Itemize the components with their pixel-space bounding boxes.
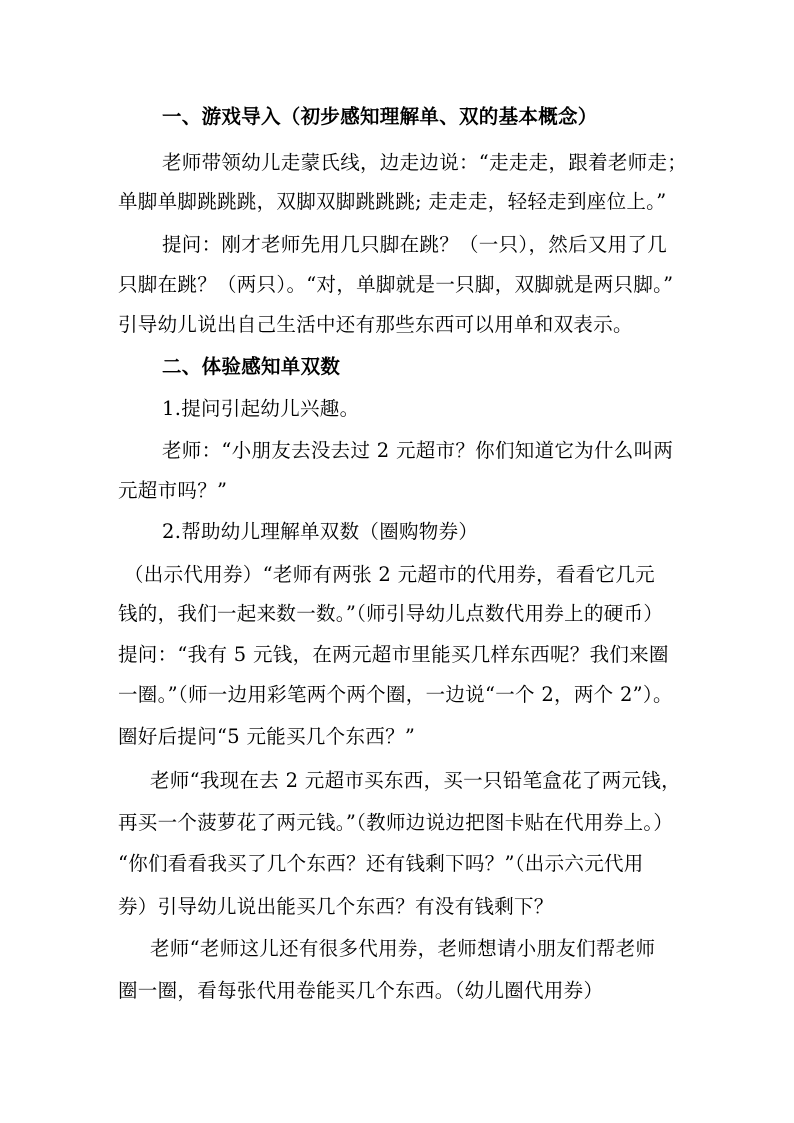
paragraph-line: 一圈。”（师一边用彩笔两个两个圈，一边说“一个 2，两个 2”）。 [118, 683, 673, 706]
paragraph-line: 老师带领幼儿走蒙氏线，边走边说：“走走走，跟着老师走； [162, 151, 688, 174]
paragraph-line: （出示代用券）“老师有两张 2 元超市的代用券，看看它几元 [124, 563, 655, 586]
paragraph-line: 老师“我现在去 2 元超市买东西，买一只铅笔盒花了两元钱， [150, 769, 681, 792]
section-heading-1: 一、游戏导入（初步感知理解单、双的基本概念） [162, 105, 598, 128]
subheading-line: 2.帮助幼儿理解单双数（圈购物券） [162, 520, 479, 543]
paragraph-line: 元超市吗？” [118, 479, 228, 502]
paragraph-line: 再买一个菠萝花了两元钱。”（教师边说边把图卡贴在代用券上。） [118, 811, 674, 834]
section-heading-2: 二、体验感知单双数 [162, 355, 341, 378]
paragraph-line: “你们看看我买了几个东西？还有钱剩下吗？”（出示六元代用 [118, 852, 644, 875]
paragraph-line: 提问：刚才老师先用几只脚在跳？（一只），然后又用了几 [162, 233, 668, 256]
paragraph-line: 券）引导幼儿说出能买几个东西？有没有钱剩下？ [118, 895, 554, 918]
paragraph-line: 圈好后提问“5 元能买几个东西？” [118, 725, 416, 748]
paragraph-line: 圈一圈，看每张代用卷能买几个东西。（幼儿圈代用券） [118, 979, 604, 1002]
subheading-line: 1.提问引起幼儿兴趣。 [162, 397, 360, 420]
paragraph-line: 老师：“小朋友去没去过 2 元超市？你们知道它为什么叫两 [162, 439, 674, 462]
paragraph-line: 引导幼儿说出自己生活中还有那些东西可以用单和双表示。 [118, 313, 633, 336]
paragraph-line: 提问：“我有 5 元钱，在两元超市里能买几样东西呢？我们来圈 [118, 643, 669, 666]
paragraph-line: 单脚单脚跳跳跳，双脚双脚跳跳跳; 走走走，轻轻走到座位上。” [118, 190, 667, 213]
paragraph-line: 老师“老师这儿还有很多代用券，老师想请小朋友们帮老师 [150, 937, 656, 960]
paragraph-line: 只脚在跳？（两只）。“对，单脚就是一只脚，双脚就是两只脚。” [118, 273, 674, 296]
paragraph-line: 钱的，我们一起来数一数。”（师引导幼儿点数代用券上的硬币） [118, 602, 664, 625]
